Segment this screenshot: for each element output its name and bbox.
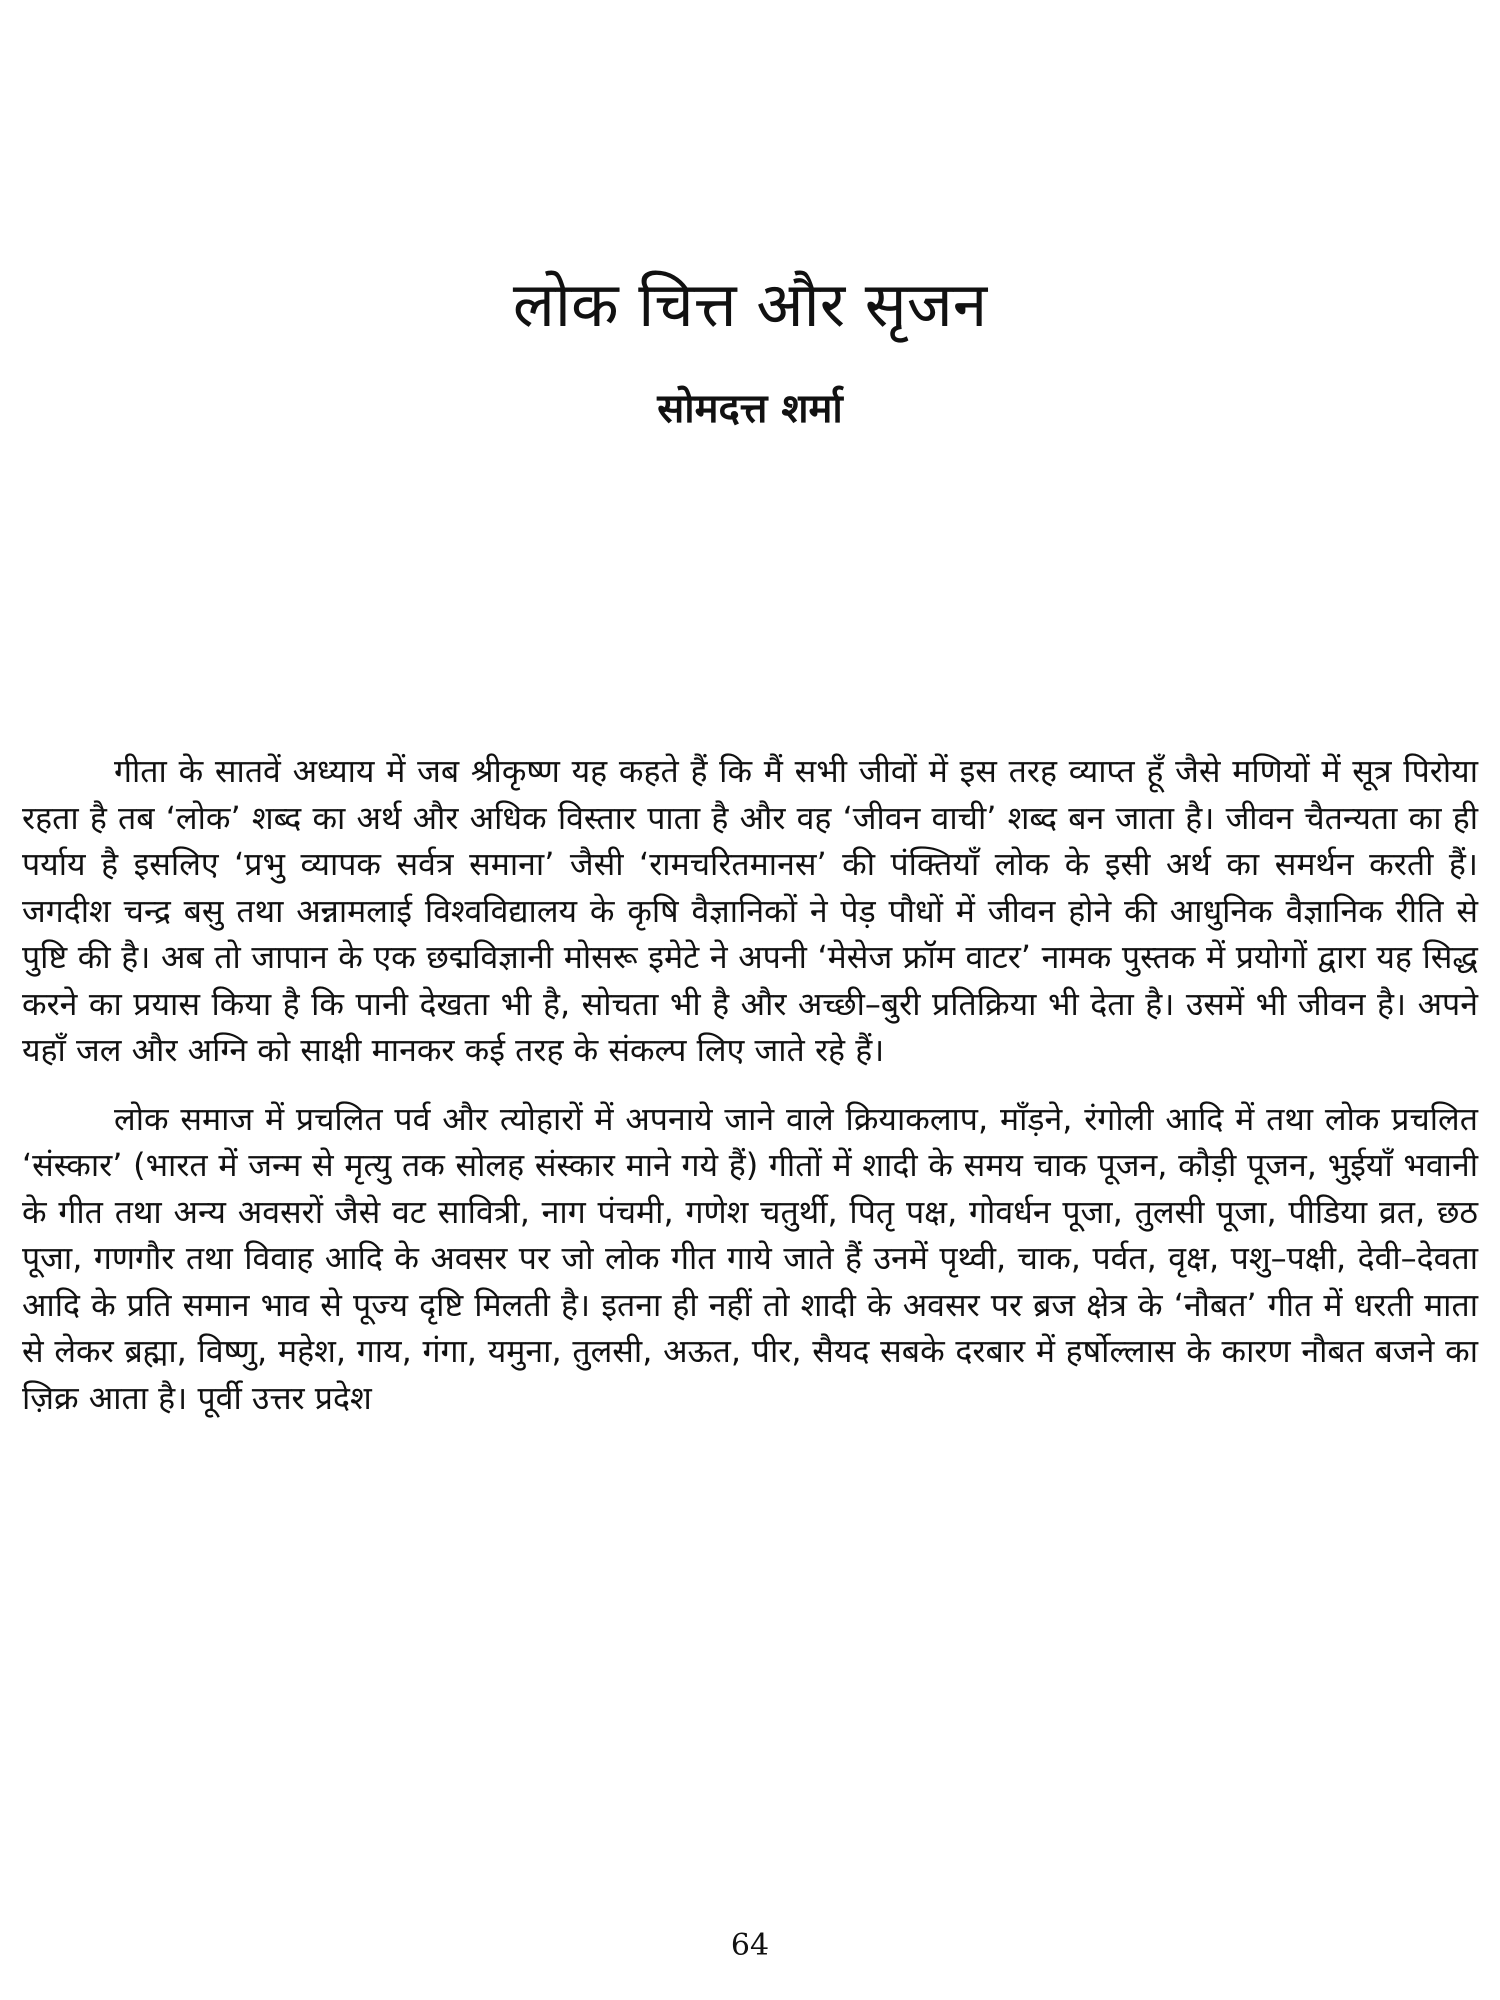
paragraph: लोक समाज में प्रचलित पर्व और त्योहारों में अपनाये जाने वाले क्रियाकलाप, माँड़ने, रंगोली आदि में तथा लोक प्रचलित ‘संस्कार’ (भारत में जन्म से मृत्यु तक सोलह संस्कार माने गये हैं) गीतों में शादी के समय चाक पूजन, कौड़ी पूजन, भुईयाँ भवानी के गीत तथा अन्य अवसरों जैसे वट सावित्री, नाग पंचमी, गणेश चतुर्थी, पितृ पक्ष, गोवर्धन पूजा, तुलसी पूजा, पीडिया व्रत, छठ पूजा, गणगौर तथा विवाह आदि के अवसर पर जो लोक गीत गाये जाते हैं उनमें पृथ्वी, चाक, पर्वत, वृक्ष, पशु–पक्षी, देवी–देवता आदि के प्रति समान भाव से पूज्य दृष्टि मिलती है। इतना ही नहीं तो शादी के अवसर पर ब्रज क्षेत्र के ‘नौबत’ गीत में धरती माता से लेकर ब्रह्मा, विष्णु, महेश, गाय, गंगा, यमुना, तुलसी, अऊत, पीर, सैयद सबके दरबार में हर्षोल्लास के कारण नौबत बजने का ज़िक्र आता है। पूर्वी उत्तर प्रदेश — [22, 1099, 1478, 1417]
article-body — [22, 748, 1478, 1421]
paragraph: गीता के सातवें अध्याय में जब श्रीकृष्ण यह कहते हैं कि मैं सभी जीवों में इस तरह व्याप्त हूँ जैसे मणियों में सूत्र पिरोया रहता है तब ‘लोक’ शब्द का अर्थ और अधिक विस्तार पाता है और वह ‘जीवन वाची’ शब्द बन जाता है। जीवन चैतन्यता का ही पर्याय है इसलिए ‘प्रभु व्यापक सर्वत्र समाना’ जैसी ‘रामचरितमानस’ की पंक्तियाँ लोक के इसी अर्थ का समर्थन करती हैं। जगदीश चन्द्र बसु तथा अन्नामलाई विश्वविद्यालय के कृषि वैज्ञानिकों ने पेड़ पौधों में जीवन होने की आधुनिक वैज्ञानिक रीति से पुष्टि की है। अब तो जापान के एक छद्मविज्ञानी मोसरू इमेटे ने अपनी ‘मेसेज फ्रॉम वाटर’ नामक पुस्तक में प्रयोगों द्वारा यह सिद्ध करने का प्रयास किया है कि पानी देखता भी है, सोचता भी है और अच्छी–बुरी प्रतिक्रिया भी देता है। उसमें भी जीवन है। अपने यहाँ जल और अग्नि को साक्षी मानकर कई तरह के संकल्प लिए जाते रहे हैं। — [22, 752, 1478, 1069]
article-title: लोक चित्त और सृजन — [512, 268, 988, 341]
page-number: 64 — [730, 1928, 770, 1963]
article-author: सोमदत्त शर्मा — [657, 386, 843, 432]
